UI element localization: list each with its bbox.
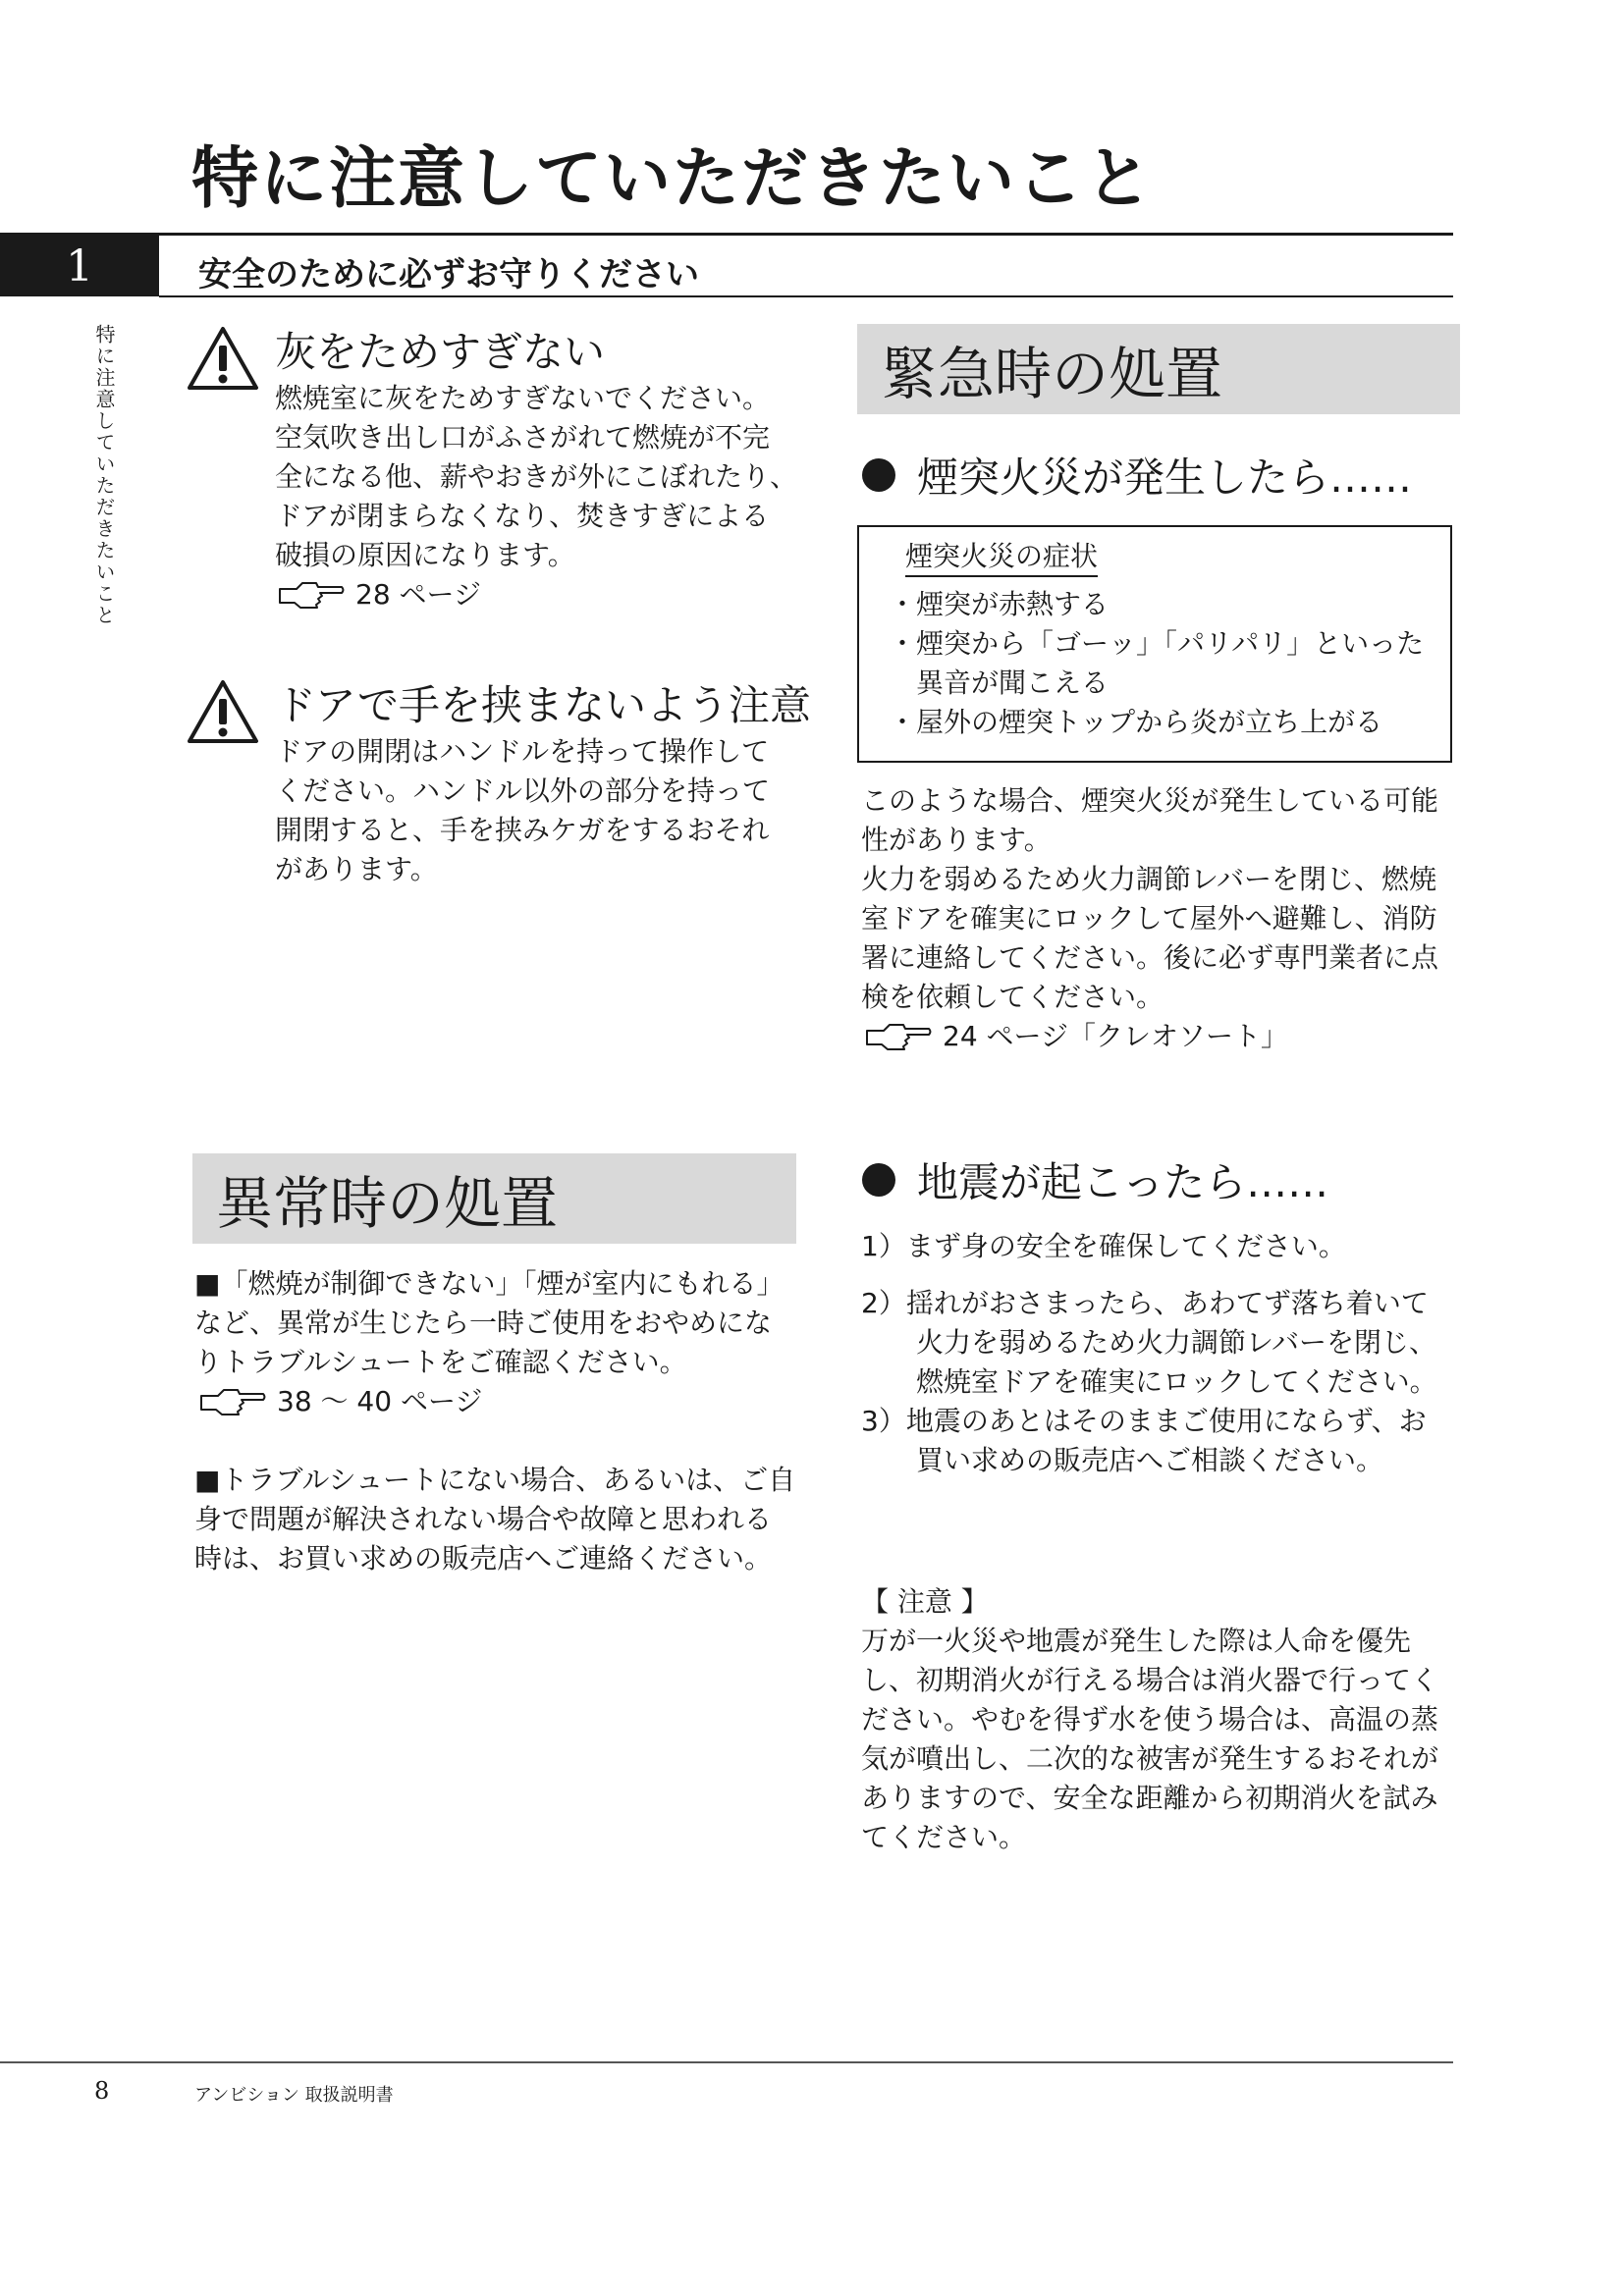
manual-title: アンビション 取扱説明書 — [194, 2085, 394, 2106]
warning-body-ash: 燃焼室に灰をためすぎないでください。 空気吹き出し口がふさがれて燃焼が不完 全になる他、薪やおきが外にこぼれたり、 ドアが閉まらなくなり、焚きすぎによる 破損の原因になります。 — [275, 382, 798, 571]
warning-body-door: ドアの開閉はハンドルを持って操作して ください。ハンドル以外の部分を持って 開閉すると、手を挟みケガをするおそれ があります。 — [275, 735, 771, 885]
bullet-icon — [862, 1163, 895, 1197]
bullet-icon — [862, 458, 895, 492]
abnormal-heading: 異常時の処置 — [192, 1153, 796, 1244]
warning-heading-ash: 灰をためすぎない — [275, 328, 606, 376]
side-title: 特に注意していただきたいこと — [92, 324, 116, 626]
page-number: 8 — [94, 2077, 110, 2105]
earthquake-heading: 地震が起こったら…… — [862, 1150, 1328, 1209]
page-reference-creosote: 24 ページ「クレオソート」 — [864, 1017, 1288, 1056]
page-reference-ash: 28 ページ — [277, 575, 481, 614]
caution-title: 【 注意 】 — [861, 1585, 989, 1618]
abnormal-para-1: ■「燃焼が制御できない」「煙が室内にもれる」 など、異常が生じたら一時ご使用をおやめにな りトラブルシュートをご確認ください。 — [194, 1267, 785, 1378]
list-item: 火力を弱めるため火力調節レバーを閉じ、 — [861, 1326, 1437, 1359]
page-reference-troubleshoot: 38 ～ 40 ページ — [198, 1382, 482, 1421]
section-rule — [159, 295, 1453, 297]
pointing-hand-icon — [198, 1387, 267, 1416]
list-item: 2）揺れがおさまったら、あわてず落ち着いて — [861, 1287, 1429, 1319]
chapter-title: 安全のために必ずお守りください — [198, 255, 699, 294]
list-item: ・屋外の煙突トップから炎が立ち上がる — [889, 706, 1383, 738]
symptoms-list — [889, 585, 1424, 742]
list-item: 異音が聞こえる — [889, 667, 1110, 699]
pointing-hand-icon — [864, 1022, 933, 1051]
list-item: 3）地震のあとはそのままご使用にならず、お — [861, 1405, 1427, 1437]
symptoms-title: 煙突火災の症状 — [905, 538, 1098, 577]
chimney-fire-body: このような場合、煙突火災が発生している可能 性があります。 火力を弱めるため火力調節レバーを閉じ、燃焼 室ドアを確実にロックして屋外へ避難し、消防 署に連絡してください。後に必ず専門業者に点 検を依頼してください。 — [861, 784, 1439, 1013]
pointing-hand-icon — [277, 580, 346, 610]
chapter-number: 1 — [0, 236, 159, 296]
list-item: ・煙突から「ゴーッ」「パリパリ」といった — [889, 627, 1425, 660]
warning-heading-door: ドアで手を挟まないよう注意 — [275, 681, 812, 729]
earthquake-steps — [861, 1227, 1437, 1480]
page-title: 特に注意していただきたいこと — [191, 139, 1155, 218]
caution-body: 万が一火災や地震が発生した際は人命を優先 し、初期消火が行える場合は消火器で行ってく ださい。やむを得ず水を使う場合は、高温の蒸 気が噴出し、二次的な被害が発生するおそれが ありますので、安全な距離から初期消火を試み てください。 — [861, 1625, 1439, 1853]
warning-triangle-icon — [187, 326, 259, 391]
list-item: ・煙突が赤熱する — [889, 588, 1110, 620]
title-rule — [0, 233, 1453, 236]
chimney-fire-heading: 煙突火災が発生したら…… — [862, 446, 1412, 505]
emergency-heading: 緊急時の処置 — [857, 324, 1460, 414]
warning-triangle-icon — [187, 679, 259, 744]
list-item: 買い求めの販売店へご相談ください。 — [861, 1444, 1384, 1476]
footer-rule — [0, 2061, 1453, 2063]
abnormal-para-2: ■トラブルシュートにない場合、あるいは、ご自 身で問題が解決されない場合や故障と思われる 時は、お買い求めの販売店へご連絡ください。 — [194, 1464, 796, 1575]
list-item: 1）まず身の安全を確保してください。 — [861, 1230, 1346, 1262]
list-item: 燃焼室ドアを確実にロックしてください。 — [861, 1365, 1437, 1398]
